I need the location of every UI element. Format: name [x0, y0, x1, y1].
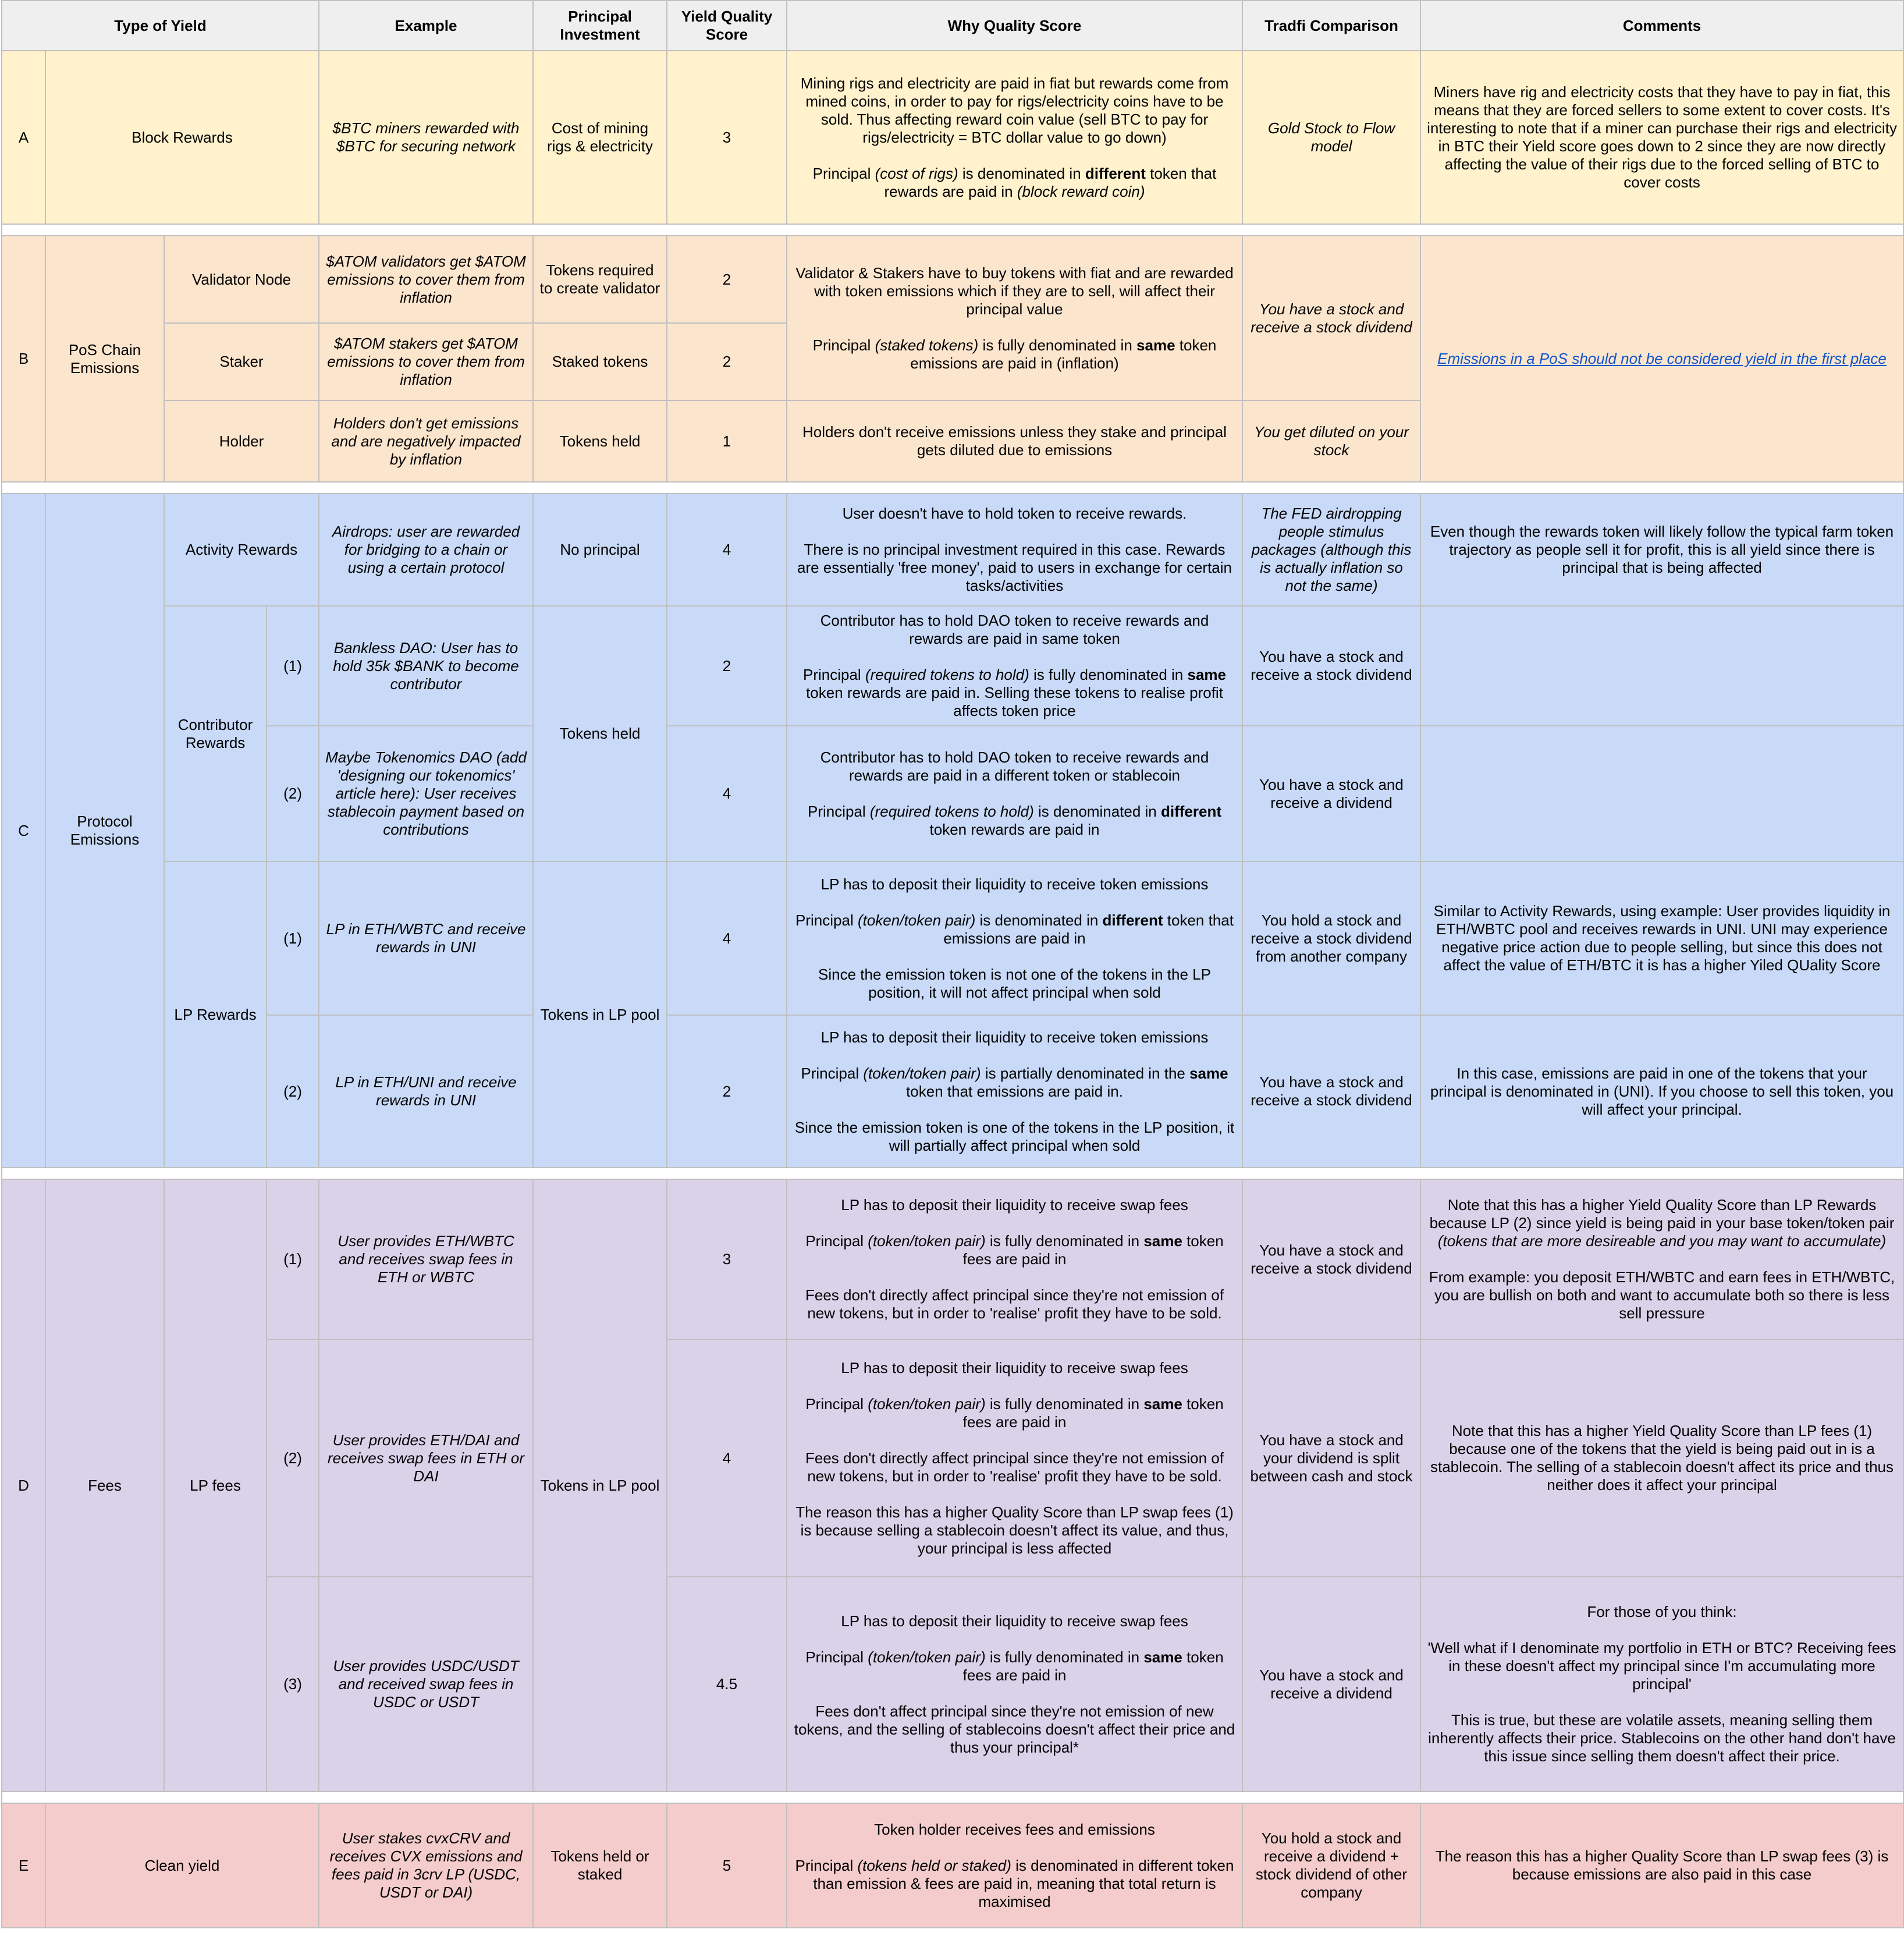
why-text: Principal — [795, 1856, 858, 1874]
why-text: token fees are paid in — [962, 1395, 1224, 1431]
yield-group[interactable]: Fees — [45, 1179, 164, 1792]
why-text: is fully denominated in — [1029, 666, 1188, 683]
yield-type[interactable]: Holder — [164, 400, 319, 482]
why-cell[interactable] — [787, 861, 1242, 1015]
yield-quality-table — [1, 0, 1904, 1928]
principal-cell[interactable]: Cost of mining rigs & electricity — [533, 51, 667, 224]
comment-text: Note that this has a higher Yield Quality Score than LP Rewards because LP (2) since yield is being paid in your base token/token pair — [1429, 1196, 1895, 1232]
why-text: Principal — [805, 1395, 868, 1413]
score-cell[interactable]: 5 — [667, 1803, 787, 1928]
why-text: is fully denominated in — [985, 1395, 1144, 1413]
tradfi-cell[interactable]: You get diluted on your stock — [1242, 400, 1420, 482]
spacer-row — [2, 1168, 1903, 1179]
table-row — [2, 494, 1903, 606]
why-text: LP has to deposit their liquidity to receive token emissions — [820, 875, 1209, 893]
principal-cell[interactable]: Tokens required to create validator — [533, 236, 667, 323]
comments-cell[interactable]: Note that this has a higher Yield Quality Score than LP fees (1) because one of the tokens that the yield is being paid out in is a stablecoin. The selling of a stablecoin doesn't affect its price and thus neither does it affect your principal — [1420, 1339, 1903, 1577]
header-example[interactable]: Example — [319, 1, 533, 51]
example-cell[interactable]: User provides ETH/DAI and receives swap fees in ETH or DAI — [319, 1339, 533, 1577]
why-text: There is no principal investment required in this case. Rewards are essentially 'free money', paid to users in exchange for certain tasks/activities — [797, 541, 1232, 594]
why-text: Principal — [812, 336, 875, 354]
spacer-row — [2, 224, 1903, 236]
score-cell[interactable]: 1 — [667, 400, 787, 482]
principal-cell[interactable]: Staked tokens — [533, 323, 667, 400]
principal-cell[interactable]: Tokens held or staked — [533, 1803, 667, 1928]
example-cell[interactable]: User provides USDC/USDT and received swap fees in USDC or USDT — [319, 1577, 533, 1792]
table-row — [2, 606, 1903, 726]
why-text: Principal — [801, 1064, 864, 1082]
why-text: is fully denominated in — [985, 1232, 1144, 1250]
principal-cell[interactable]: Tokens held — [533, 400, 667, 482]
why-text: Principal — [807, 803, 870, 820]
why-text: Principal — [805, 1648, 868, 1666]
example-cell[interactable]: User stakes cvxCRV and receives CVX emissions and fees paid in 3crv LP (USDC, USDT or DAI) — [319, 1803, 533, 1928]
score-cell[interactable]: 2 — [667, 606, 787, 726]
why-text: same — [1143, 1648, 1182, 1666]
score-cell[interactable]: 4 — [667, 1339, 787, 1577]
why-text: is fully denominated in — [978, 336, 1137, 354]
example-cell[interactable]: User provides ETH/WBTC and receives swap fees in ETH or WBTC — [319, 1179, 533, 1339]
table-row — [2, 726, 1903, 861]
why-text: Contributor has to hold DAO token to receive rewards and rewards are paid in same token — [820, 612, 1209, 647]
why-text: Principal — [812, 164, 875, 182]
variant-number[interactable]: (2) — [267, 1339, 319, 1577]
why-cell[interactable]: Holders don't receive emissions unless they stake and principal gets diluted due to emissions — [787, 400, 1242, 482]
score-cell[interactable]: 2 — [667, 323, 787, 400]
table-row — [2, 861, 1903, 1015]
comments-cell[interactable]: The reason this has a higher Quality Score than LP swap fees (3) is because emissions are also paid in this case — [1420, 1803, 1903, 1928]
score-cell[interactable]: 4 — [667, 726, 787, 861]
yield-type[interactable]: Block Rewards — [45, 51, 319, 224]
comments-cell[interactable]: Even though the rewards token will likely follow the typical farm token trajectory as people sell it for profit, this is all yield since there is principal that is being affected — [1420, 494, 1903, 606]
tradfi-cell[interactable]: You have a stock and receive a stock dividend — [1242, 236, 1420, 400]
row-letter[interactable]: C — [2, 494, 45, 1168]
spacer — [2, 224, 1903, 236]
table-row — [2, 1179, 1903, 1339]
variant-number[interactable]: (1) — [267, 1179, 319, 1339]
example-cell[interactable]: $ATOM validators get $ATOM emissions to cover them from inflation — [319, 236, 533, 323]
variant-number[interactable]: (1) — [267, 861, 319, 1015]
why-text: token rewards are paid in — [929, 821, 1100, 838]
why-text: Principal — [795, 911, 858, 929]
table-row — [2, 1339, 1903, 1577]
table-row — [2, 51, 1903, 224]
why-cell[interactable] — [787, 1803, 1242, 1928]
why-text: same — [1143, 1395, 1182, 1413]
why-text: LP has to deposit their liquidity to receive swap fees — [841, 1612, 1188, 1630]
principal-cell[interactable]: Tokens in LP pool — [533, 1179, 667, 1792]
comments-cell[interactable] — [1420, 236, 1903, 482]
why-text: same — [1187, 666, 1226, 683]
why-text: Since the emission token is one of the tokens in the LP position, it will partially affect principal when sold — [794, 1118, 1235, 1154]
table-row — [2, 236, 1903, 323]
why-cell[interactable] — [787, 726, 1242, 861]
example-cell[interactable]: LP in ETH/UNI and receive rewards in UNI — [319, 1015, 533, 1168]
header-principal-investment[interactable]: Principal Investment — [533, 1, 667, 51]
tradfi-cell[interactable]: You have a stock and receive a dividend — [1242, 1577, 1420, 1792]
header-type-of-yield[interactable]: Type of Yield — [2, 1, 319, 51]
why-text: (token/token pair) — [857, 911, 976, 929]
example-cell[interactable]: Bankless DAO: User has to hold 35k $BANK to become contributor — [319, 606, 533, 726]
comments-cell[interactable] — [1420, 726, 1903, 861]
comment-text: This is true, but these are volatile assets, meaning selling them inherently affects their price. Stablecoins on the other hand don't have this issue since selling them doesn't affect their price. — [1428, 1711, 1896, 1765]
table-row — [2, 1803, 1903, 1928]
why-cell[interactable] — [787, 1339, 1242, 1577]
why-text: is denominated in — [958, 164, 1085, 182]
header-yield-quality-score[interactable]: Yield Quality Score — [667, 1, 787, 51]
principal-cell[interactable]: Tokens held — [533, 606, 667, 861]
why-text: Token holder receives fees and emissions — [874, 1820, 1155, 1838]
comment-text: For those of you think: — [1587, 1603, 1737, 1620]
why-text: (required tokens to hold) — [865, 666, 1029, 683]
example-cell[interactable]: Holders don't get emissions and are negatively impacted by inflation — [319, 400, 533, 482]
tradfi-cell[interactable]: You have a stock and receive a stock dividend — [1242, 606, 1420, 726]
yield-type[interactable]: Validator Node — [164, 236, 319, 323]
yield-group[interactable]: Protocol Emissions — [45, 494, 164, 1168]
why-cell[interactable] — [787, 494, 1242, 606]
tradfi-cell[interactable]: You have a stock and receive a dividend — [1242, 726, 1420, 861]
yield-type[interactable]: LP Rewards — [164, 861, 267, 1168]
why-text: same — [1143, 1232, 1182, 1250]
why-text: token fees are paid in — [962, 1648, 1224, 1684]
why-text: User doesn't have to hold token to receive rewards. — [842, 505, 1187, 522]
spacer-row — [2, 482, 1903, 494]
variant-number[interactable]: (3) — [267, 1577, 319, 1792]
why-text: (block reward coin) — [1017, 182, 1145, 200]
why-text: Validator & Stakers have to buy tokens with fiat and are rewarded with token emissions which if they are to sell, will affect their principal value — [795, 264, 1234, 318]
why-cell[interactable] — [787, 606, 1242, 726]
why-cell[interactable] — [787, 1179, 1242, 1339]
yield-group[interactable]: PoS Chain Emissions — [45, 236, 164, 482]
tradfi-cell[interactable]: You hold a stock and receive a stock dividend from another company — [1242, 861, 1420, 1015]
why-text: same — [1136, 336, 1175, 354]
comments-cell[interactable] — [1420, 606, 1903, 726]
comments-cell[interactable]: In this case, emissions are paid in one of the tokens that your principal is denominated in (UNI). If you choose to sell this token, you will affect your principal. — [1420, 1015, 1903, 1168]
tradfi-cell[interactable]: You have a stock and receive a stock dividend — [1242, 1179, 1420, 1339]
why-text: Principal — [805, 1232, 868, 1250]
why-text: Fees don't directly affect principal since they're not emission of new tokens, but in order to 'realise' profit they have to be sold. — [805, 1449, 1224, 1485]
tradfi-cell[interactable]: You hold a stock and receive a dividend + stock dividend of other company — [1242, 1803, 1420, 1928]
yield-type[interactable]: Contributor Rewards — [164, 606, 267, 861]
why-text: token emissions are paid in (inflation) — [910, 336, 1217, 372]
why-text: LP has to deposit their liquidity to receive token emissions — [820, 1028, 1209, 1046]
comment-text: (tokens that are more desireable and you may want to accumulate) — [1437, 1232, 1887, 1250]
why-text: (required tokens to hold) — [869, 803, 1034, 820]
score-cell[interactable]: 4.5 — [667, 1577, 787, 1792]
variant-number[interactable]: (2) — [267, 726, 319, 861]
tradfi-cell[interactable]: You have a stock and your dividend is split between cash and stock — [1242, 1339, 1420, 1577]
why-text: token fees are paid in — [962, 1232, 1224, 1268]
comment-text: 'Well what if I denominate my portfolio in ETH or BTC? Receiving fees in these doesn't affect my principal since I'm accumulating more principal' — [1427, 1639, 1896, 1693]
why-text: Contributor has to hold DAO token to receive rewards and rewards are paid in a different token or stablecoin — [820, 749, 1209, 784]
why-text: (token/token pair) — [868, 1395, 986, 1413]
yield-type[interactable]: Activity Rewards — [164, 494, 319, 606]
why-text: is partially denominated in the — [981, 1064, 1190, 1082]
why-text: (token/token pair) — [868, 1648, 986, 1666]
row-letter[interactable]: B — [2, 236, 45, 482]
table-row — [2, 1015, 1903, 1168]
why-cell[interactable] — [787, 236, 1242, 400]
score-cell[interactable]: 4 — [667, 861, 787, 1015]
why-text: is denominated in — [975, 911, 1103, 929]
score-cell[interactable]: 3 — [667, 1179, 787, 1339]
why-text: token rewards are paid in. Selling these tokens to realise profit affects token price — [806, 684, 1223, 719]
why-text: The reason this has a higher Quality Score than LP swap fees (1) is because selling a stablecoin doesn't affect its value, and thus, your principal is less affected — [795, 1503, 1234, 1557]
comments-cell[interactable] — [1420, 1577, 1903, 1792]
comment-text: From example: you deposit ETH/WBTC and earn fees in ETH/WBTC, you are bullish on both and want to accumulate both so there is less sell pressure — [1429, 1268, 1895, 1322]
tradfi-cell[interactable]: You have a stock and receive a stock dividend — [1242, 1015, 1420, 1168]
pos-emissions-link[interactable]: Emissions in a PoS should not be considered yield in the first place — [1437, 350, 1887, 367]
yield-type[interactable]: Clean yield — [45, 1803, 319, 1928]
score-cell[interactable]: 4 — [667, 494, 787, 606]
variant-number[interactable]: (1) — [267, 606, 319, 726]
why-text: different — [1102, 911, 1163, 929]
why-text: same — [1189, 1064, 1228, 1082]
why-text: Fees don't directly affect principal since they're not emission of new tokens, but in order to 'realise' profit they have to be sold. — [805, 1286, 1224, 1322]
spacer — [2, 482, 1903, 494]
comments-cell[interactable]: Miners have rig and electricity costs that they have to pay in fiat, this means that they are forced sellers to some extent to cover costs. It's interesting to note that if a miner can purchase their rigs and electricity in BTC their Yield score goes down to 2 since they are now directly affecting the value of their rigs due to the forced selling of BTC to cover costs — [1420, 51, 1903, 224]
header-tradfi-comparison[interactable]: Tradfi Comparison — [1242, 1, 1420, 51]
principal-cell[interactable]: Tokens in LP pool — [533, 861, 667, 1168]
example-cell[interactable]: Airdrops: user are rewarded for bridging to a chain or using a certain protocol — [319, 494, 533, 606]
why-text: token that rewards are paid in — [884, 164, 1217, 200]
principal-cell[interactable]: No principal — [533, 494, 667, 606]
why-text: (cost of rigs) — [875, 164, 958, 182]
why-text: Principal — [803, 666, 865, 683]
yield-type[interactable]: Staker — [164, 323, 319, 400]
comments-cell[interactable] — [1420, 1179, 1903, 1339]
score-cell[interactable]: 3 — [667, 51, 787, 224]
header-row — [2, 1, 1903, 51]
spacer-row — [2, 1792, 1903, 1803]
example-cell[interactable]: LP in ETH/WBTC and receive rewards in UNI — [319, 861, 533, 1015]
why-text: (token/token pair) — [863, 1064, 981, 1082]
tradfi-cell[interactable]: Gold Stock to Flow model — [1242, 51, 1420, 224]
yield-type[interactable]: LP fees — [164, 1179, 267, 1792]
score-cell[interactable]: 2 — [667, 1015, 787, 1168]
why-text: is denominated in — [1033, 803, 1161, 820]
why-text: (tokens held or staked) — [857, 1856, 1011, 1874]
tradfi-cell[interactable]: The FED airdropping people stimulus packages (although this is actually inflation so not the same) — [1242, 494, 1420, 606]
example-cell[interactable]: $ATOM stakers get $ATOM emissions to cover them from inflation — [319, 323, 533, 400]
why-text: is fully denominated in — [985, 1648, 1144, 1666]
why-text: token that emissions are paid in. — [906, 1082, 1123, 1100]
score-cell[interactable]: 2 — [667, 236, 787, 323]
comments-cell[interactable]: Similar to Activity Rewards, using example: User provides liquidity in ETH/WBTC pool and receives rewards in UNI. UNI may experience negative price action due to people selling, but since this does not affect the value of ETH/BTC it is has a higher Yiled QUality Score — [1420, 861, 1903, 1015]
why-text: Fees don't affect principal since they're not emission of new tokens, and the selling of stablecoins doesn't affect their price and thus your principal* — [794, 1702, 1235, 1756]
header-why-quality-score[interactable]: Why Quality Score — [787, 1, 1242, 51]
row-letter[interactable]: D — [2, 1179, 45, 1792]
header-comments[interactable]: Comments — [1420, 1, 1903, 51]
spacer — [2, 1168, 1903, 1179]
why-cell[interactable] — [787, 1577, 1242, 1792]
why-text: is denominated in different token than emission & fees are paid in, meaning that total return is maximised — [813, 1856, 1234, 1910]
why-text: LP has to deposit their liquidity to receive swap fees — [841, 1196, 1188, 1214]
row-letter[interactable]: E — [2, 1803, 45, 1928]
spacer — [2, 1792, 1903, 1803]
why-text: token that emissions are paid in — [943, 911, 1234, 947]
why-text: different — [1085, 164, 1146, 182]
row-letter[interactable]: A — [2, 51, 45, 224]
why-text: (token/token pair) — [868, 1232, 986, 1250]
example-cell[interactable]: $BTC miners rewarded with $BTC for securing network — [319, 51, 533, 224]
why-text: LP has to deposit their liquidity to receive swap fees — [841, 1359, 1188, 1377]
why-cell[interactable] — [787, 51, 1242, 224]
variant-number[interactable]: (2) — [267, 1015, 319, 1168]
why-text: different — [1161, 803, 1221, 820]
why-text: (staked tokens) — [875, 336, 979, 354]
example-cell[interactable]: Maybe Tokenomics DAO (add 'designing our tokenomics' article here): User receives stablecoin payment based on contributions — [319, 726, 533, 861]
why-cell[interactable] — [787, 1015, 1242, 1168]
why-text: Since the emission token is not one of the tokens in the LP position, it will not affect principal when sold — [818, 965, 1211, 1001]
table-row — [2, 1577, 1903, 1792]
why-text: Mining rigs and electricity are paid in fiat but rewards come from mined coins, in order to pay for rigs/electricity coins have to be sold. Thus affecting reward coin value (sell BTC to pay for rigs/electricity = BTC dollar value to go down) — [800, 74, 1229, 146]
